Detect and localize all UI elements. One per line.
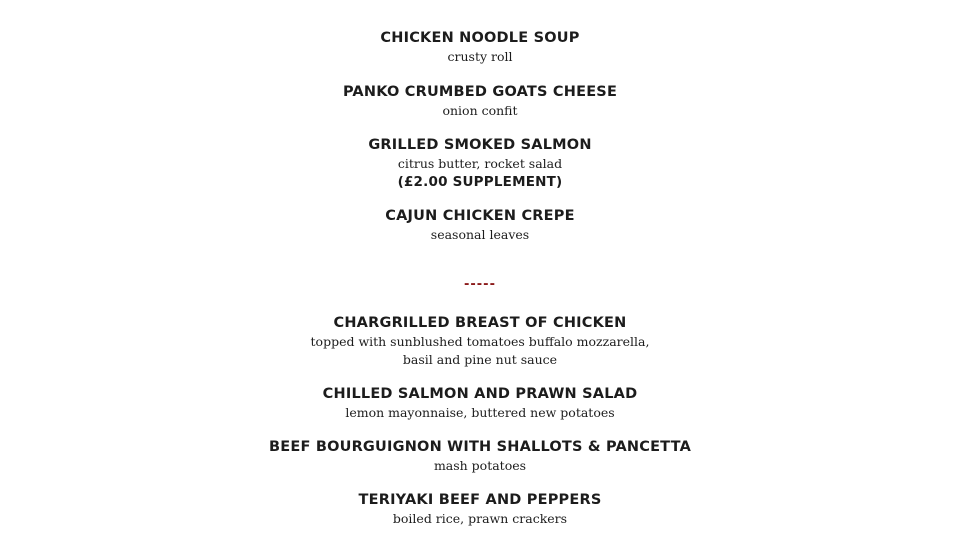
dish-description: onion confit [442, 103, 518, 118]
dish-name: CAJUN CHICKEN CREPE [385, 208, 575, 224]
course-divider: ----- [464, 277, 496, 292]
menu-item-chargrilled-breast-of-chicken [0, 314, 960, 369]
menu-item-grilled-smoked-salmon [0, 136, 960, 191]
dish-name: BEEF BOURGUIGNON WITH SHALLOTS & PANCETTA [269, 439, 691, 455]
dish-description: seasonal leaves [430, 227, 530, 242]
supplement-price: (£2.00 SUPPLEMENT) [397, 174, 563, 190]
dish-name: CHICKEN NOODLE SOUP [380, 30, 580, 46]
dish-description: crusty roll [447, 49, 513, 64]
dish-name: CHARGRILLED BREAST OF CHICKEN [333, 315, 627, 331]
dish-description: mash potatoes [433, 458, 527, 473]
menu-item-teriyaki-beef-and-peppers [0, 491, 960, 528]
menu-item-panko-crumbed-goats-cheese [0, 83, 960, 120]
menu-item-chilled-salmon-and-prawn-salad [0, 385, 960, 422]
menu-item-beef-bourguignon [0, 438, 960, 475]
dish-description: lemon mayonnaise, buttered new potatoes [345, 405, 615, 420]
dish-name: TERIYAKI BEEF AND PEPPERS [358, 492, 602, 508]
dish-name: CHILLED SALMON AND PRAWN SALAD [322, 386, 638, 402]
dish-description: citrus butter, rocket salad [397, 156, 563, 171]
dish-name: GRILLED SMOKED SALMON [368, 137, 592, 153]
dish-description: boiled rice, prawn crackers [392, 511, 568, 526]
menu-item-chicken-noodle-soup [0, 29, 960, 66]
dish-description: topped with sunblushed tomatoes buffalo mozzarella, [310, 334, 650, 349]
dish-name: PANKO CRUMBED GOATS CHEESE [342, 84, 618, 100]
menu-item-cajun-chicken-crepe [0, 207, 960, 244]
dish-description-line-2: basil and pine nut sauce [402, 352, 558, 367]
